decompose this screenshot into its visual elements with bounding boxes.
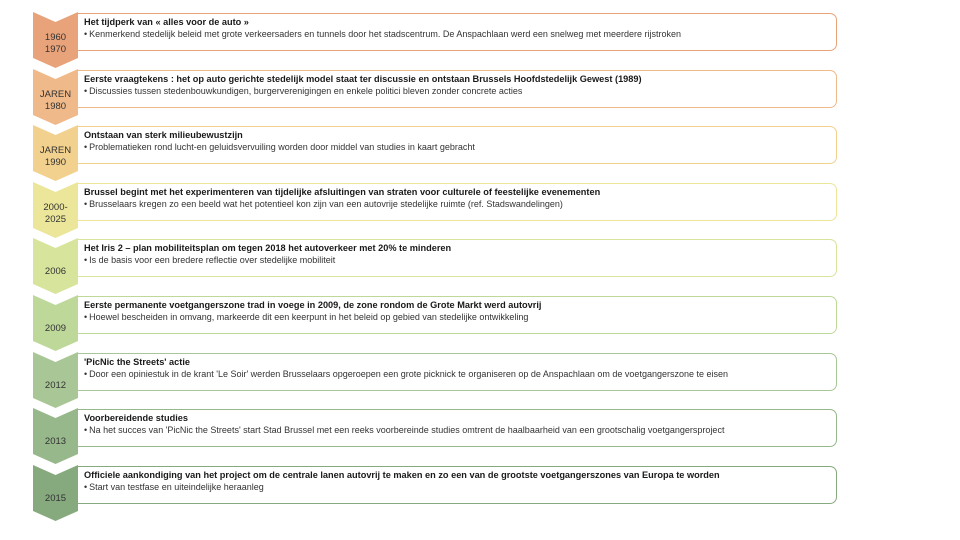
- event-title: Voorbereidende studies: [84, 413, 188, 424]
- period-label: [33, 493, 78, 505]
- event-description-text: Na het succes van 'PicNic the Streets' start Stad Brussel met een reeks voorbereinde studies omtrent de haalbaarheid van een grootschalig voetgangersproject: [89, 425, 725, 436]
- event-title: 'PicNic the Streets' actie: [84, 356, 190, 367]
- event-description: [84, 311, 830, 323]
- bullet-icon: •: [84, 425, 88, 436]
- timeline-row: [0, 12, 960, 68]
- event-box: [78, 296, 837, 334]
- event-description-text: Hoewel bescheiden in omvang, markeerde dit een keerpunt in het beleid op gebied van stedelijke ontwikkeling: [89, 312, 529, 322]
- period-line: 2000-: [43, 201, 68, 213]
- period-label: [33, 202, 78, 226]
- timeline-row: [0, 465, 960, 521]
- event-description-text: Kenmerkend stedelijk beleid met grote verkeersaders en tunnels door het stadscentrum. De Anspachlaan werd een snelweg met meerdere rijstroken: [89, 29, 681, 39]
- period-label: [33, 380, 78, 392]
- period-label: [33, 266, 78, 278]
- period-label: [33, 323, 78, 335]
- period-line: 1980: [44, 100, 67, 112]
- timeline-row: [0, 295, 960, 351]
- event-description: [84, 28, 830, 40]
- period-line: 2012: [44, 379, 67, 391]
- event-description-text: Problematieken rond lucht-en geluidsvervuiling worden door middel van studies in kaart gebracht: [89, 142, 475, 153]
- event-description-text: Brusselaars kregen zo een beeld wat het potentieel kon zijn van een autovrije stedelijke ruimte (ref. Stadswandelingen): [89, 198, 563, 209]
- bullet-icon: •: [84, 312, 88, 322]
- event-description: [84, 198, 830, 210]
- event-title: Officiele aankondiging van het project om de centrale lanen autovrij te maken en zo een van de grootste voetgangerszones van Europa te worden: [84, 469, 720, 480]
- bullet-icon: •: [84, 142, 88, 153]
- event-title: Het tijdperk van « alles voor de auto »: [84, 17, 249, 27]
- period-line: 2015: [44, 492, 67, 504]
- period-label: [33, 32, 78, 56]
- event-title: Brussel begint met het experimenteren van tijdelijke afsluitingen van straten voor culturele of feestelijke evenementen: [84, 186, 601, 197]
- period-line: 1990: [44, 157, 67, 169]
- timeline-row: [0, 352, 960, 408]
- event-box: [78, 353, 837, 391]
- bullet-icon: •: [84, 198, 88, 209]
- period-label: [33, 436, 78, 448]
- event-title: Eerste permanente voetgangerszone trad in voege in 2009, de zone rondom de Grote Markt werd autovrij: [84, 300, 542, 310]
- timeline-row: [0, 408, 960, 464]
- timeline-row: [0, 182, 960, 238]
- period-line: 2009: [44, 323, 67, 334]
- period-label: [33, 145, 78, 169]
- event-description-text: Door een opiniestuk in de krant 'Le Soir' werden Brusselaars opgeroepen een grote picknick te organiseren op de Anspachlaan om de voetgangerszone te eisen: [89, 368, 729, 379]
- event-description: [84, 85, 830, 97]
- event-title: Het Iris 2 – plan mobiliteitsplan om tegen 2018 het autoverkeer met 20% te minderen: [84, 243, 452, 254]
- event-description: [84, 141, 830, 153]
- bullet-icon: •: [84, 29, 88, 39]
- period-line: 2006: [44, 266, 67, 278]
- event-box: [78, 239, 837, 277]
- event-box: [78, 70, 837, 108]
- event-description: [84, 254, 830, 266]
- event-box: [78, 183, 837, 221]
- timeline-row: [0, 69, 960, 125]
- period-line: 1970: [44, 44, 67, 55]
- period-line: 2025: [44, 213, 67, 225]
- event-box: [78, 13, 837, 51]
- bullet-icon: •: [84, 368, 88, 379]
- event-description-text: Discussies tussen stedenbouwkundigen, burgerverenigingen en enkele politici bleven zonder concrete acties: [89, 85, 523, 96]
- timeline-row: [0, 125, 960, 181]
- event-title: Eerste vraagtekens : het op auto gerichte stedelijk model staat ter discussie en ontstaan Brussels Hoofdstedelijk Gewest (1989): [84, 73, 642, 84]
- bullet-icon: •: [84, 85, 88, 96]
- event-description-text: Is de basis voor een bredere reflectie over stedelijke mobiliteit: [89, 255, 336, 266]
- event-description-text: Start van testfase en uiteindelijke heraanleg: [89, 481, 264, 492]
- period-label: [33, 89, 78, 113]
- timeline-row: [0, 238, 960, 294]
- event-title: Ontstaan van sterk milieubewustzijn: [84, 130, 243, 141]
- period-line: 1960: [44, 32, 67, 43]
- event-box: [78, 466, 837, 504]
- event-description: [84, 368, 830, 380]
- period-line: JAREN: [39, 88, 72, 100]
- period-line: JAREN: [39, 145, 72, 157]
- bullet-icon: •: [84, 255, 88, 266]
- bullet-icon: •: [84, 481, 88, 492]
- period-line: 2013: [44, 436, 67, 448]
- event-box: [78, 126, 837, 164]
- event-description: [84, 481, 830, 493]
- event-description: [84, 424, 830, 436]
- event-box: [78, 409, 837, 447]
